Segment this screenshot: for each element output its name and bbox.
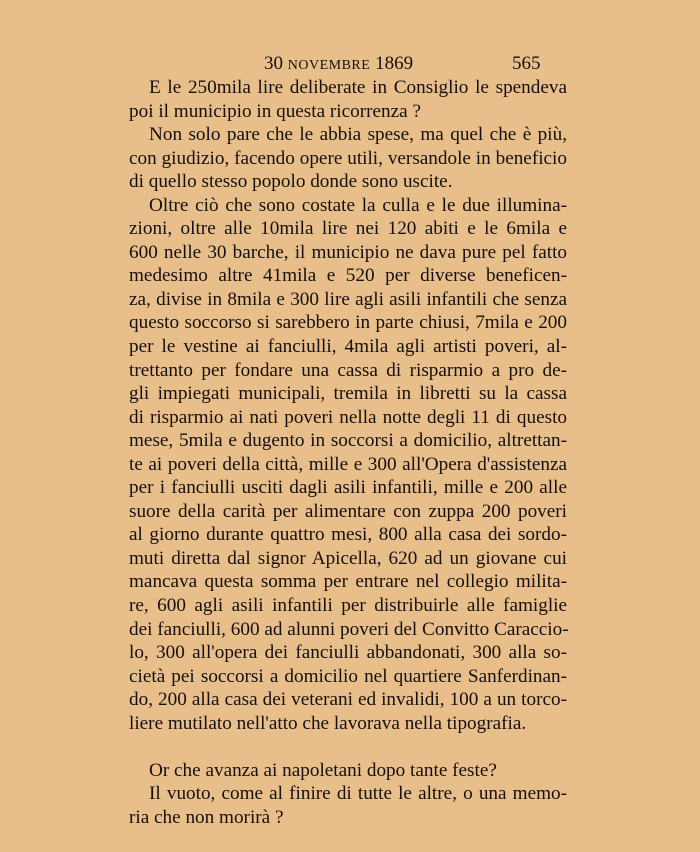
text-line: per le vestine ai fanciulli, 4mila agli artisti poveri, al- [129,336,567,358]
text-line: Or che avanza ai napoletani dopo tante feste? [149,759,497,781]
text-line: medesimo altre 41mila e 520 per diverse beneficen- [129,265,567,287]
page-number: 565 [512,53,541,74]
text-line: mancava questa somma per entrare nel collegio milita- [129,571,567,593]
paragraph [129,782,567,829]
text-line: mese, 5mila e dugento in soccorsi a domicilio, altrettan- [129,430,567,452]
text-line: gli impiegati municipali, tremila in libretti su la cassa [129,383,567,405]
text-line: zioni, oltre alle 10mila lire nei 120 abiti e le 6mila e [129,218,567,240]
text-line: re, 600 agli asili infantili per distribuirle alle famiglie [129,595,567,617]
paragraph-gap [129,735,567,759]
paragraph [129,194,567,736]
text-line: lo, 300 all'opera dei fanciulli abbandonati, 300 alla so- [129,642,567,664]
text-line: za, divise in 8mila e 300 lire agli asili infantili che senza [129,288,567,310]
text-line: di risparmio ai nati poveri nella notte degli 11 di questo [129,406,567,428]
body-text [129,76,567,830]
text-line: dei fanciulli, 600 ad alunni poveri del Convitto Caraccio- [129,618,569,640]
header-date-year: 1869 [375,53,414,74]
text-line: con giudizio, facendo opere utili, versandole in beneficio [129,147,567,169]
text-line: di quello stesso popolo donde sono uscite. [129,171,453,193]
text-line: E le 250mila lire deliberate in Consiglio le spendeva [149,77,567,98]
paragraph [129,759,567,783]
paragraph [129,76,567,123]
text-line: per i fanciulli usciti dagli asili infantili, mille e 200 alle [129,477,567,499]
text-line: muti diretta dal signor Apicella, 620 ad un giovane cui [129,547,567,569]
text-line: questo soccorso si sarebbero in parte chiusi, 7mila e 200 [129,312,567,334]
text-line: suore della carità per alimentare con zuppa 200 poveri [129,500,567,522]
paragraph [129,123,567,194]
text-line: Non solo pare che le abbia spese, ma quel che è più, [149,124,567,146]
header-date-day: 30 [264,53,283,74]
header-date-month: NOVEMBRE [287,58,371,73]
text-line: cietà pei soccorsi a domicilio nel quartiere Sanferdinan- [129,665,567,687]
text-line: trettanto per fondare una cassa di risparmio a pro de- [129,359,567,381]
text-line: Oltre ciò che sono costate la culla e le due illumina- [149,194,567,216]
text-line: al giorno durante quattro mesi, 800 alla casa dei sordo- [129,524,567,546]
text-line: liere mutilato nell'atto che lavorava nella tipografia. [129,712,527,734]
text-line: Il vuoto, come al finire di tutte le altre, o una memo- [149,783,567,805]
text-line: ria che non morirà ? [129,806,284,828]
text-line: te ai poveri della città, mille e 300 all'Opera d'assistenza [129,453,567,475]
text-line: poi il municipio in questa ricorrenza ? [129,100,421,122]
text-line: do, 200 alla casa dei veterani ed invalidi, 100 a un torco- [129,689,567,711]
text-line: 600 nelle 30 barche, il municipio ne dava pure pel fatto [129,241,567,263]
header-date [264,53,413,75]
page-header [0,53,700,77]
